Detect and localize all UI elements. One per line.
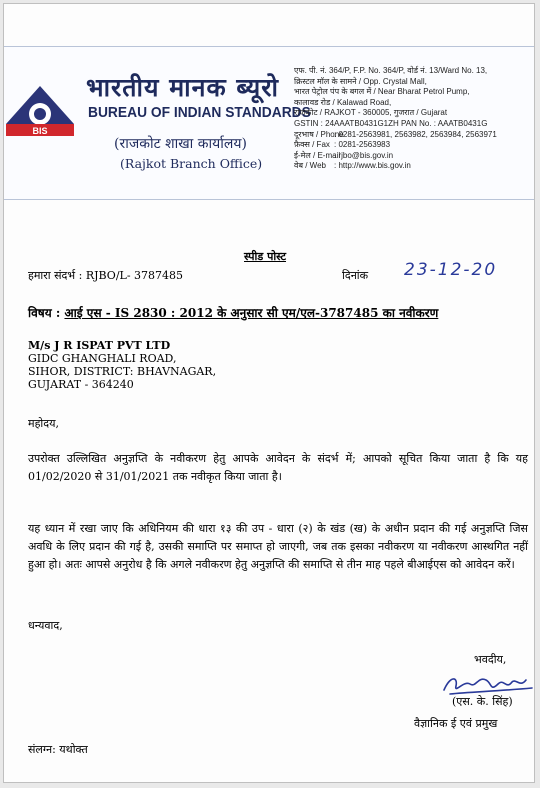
office-name-english: (Rajkot Branch Office)	[120, 156, 263, 171]
date-label: दिनांक	[342, 269, 369, 282]
contact-line: क्रिस्टल मॉल के सामने / Opp. Crystal Mall,	[294, 76, 427, 86]
contact-phone	[294, 130, 535, 141]
phone-label: दूरभाष / Phone	[294, 129, 344, 139]
signatory-designation: वैज्ञानिक ई एवं प्रमुख	[414, 717, 498, 730]
contact-web	[294, 161, 535, 172]
fax-value: : 0281-2563983	[334, 140, 391, 150]
dispatch-mode: स्पीड पोस्ट	[244, 250, 287, 263]
contact-line: GSTIN : 24AAATB0431G1ZH PAN No. : AAATB0431G	[294, 118, 488, 128]
letter-page	[3, 3, 535, 783]
contact-fax	[294, 140, 535, 151]
recipient-address	[28, 339, 216, 391]
address-line: GUJARAT - 364240	[28, 378, 134, 391]
contact-block	[294, 66, 535, 172]
enclosure: संलग्न: यथोक्त	[28, 743, 88, 756]
bis-logo-icon	[4, 84, 76, 146]
thanks: धन्यवाद,	[28, 619, 63, 632]
signatory-name: (एस. के. सिंह)	[452, 695, 513, 708]
body-paragraph-1: उपरोक्त उल्लिखित अनुज्ञप्ति के नवीकरण हेतु आपके आवेदन के संदर्भ में; आपको सूचित किया जाता है कि यह 01/02/2020 से 31/01/2021 तक नवीकृत किया जाता है।	[28, 452, 528, 483]
email-label: ई-मेल / E-mail	[294, 150, 341, 160]
contact-line: राजकोट / RAJKOT - 360005, गुजरात / Gujarat	[294, 108, 448, 118]
reference-number	[28, 268, 183, 283]
logo-text: BIS	[32, 126, 48, 136]
address-line: SIHOR, DISTRICT: BHAVNAGAR,	[28, 365, 217, 378]
salutation: महोदय,	[28, 417, 59, 430]
contact-line: एफ. पी. नं. 364/P, F.P. No. 364/P, वोर्ड नं. 13/Ward No. 13,	[294, 66, 488, 75]
subject-line	[28, 304, 438, 321]
date-value: 23-12-20	[404, 260, 498, 280]
org-name-hindi: भारतीय मानक ब्यूरो	[86, 73, 279, 102]
org-name-english: BUREAU OF INDIAN STANDARDS	[88, 104, 311, 121]
address-line: GIDC GHANGHALI ROAD,	[28, 352, 177, 365]
contact-line: भारत पेट्रोल पंप के बगल में / Near Bharat Petrol Pump,	[294, 87, 470, 97]
reference-value: RJBO/L- 3787485	[85, 269, 184, 282]
recipient-company: M/s J R ISPAT PVT LTD	[28, 339, 171, 352]
web-value[interactable]: : http://www.bis.gov.in	[334, 161, 411, 171]
email-value[interactable]: : rjbo@bis.gov.in	[334, 150, 394, 160]
subject-text: आई एस - IS 2830 : 2012 के अनुसार सी एम/एल-3787485 का नवीकरण	[64, 306, 439, 320]
fax-label: फ़ैक्स / Fax	[294, 140, 330, 150]
web-label: वेब / Web	[294, 161, 326, 171]
reference-label: हमारा संदर्भ :	[28, 269, 86, 282]
body-paragraph-2: यह ध्यान में रखा जाए कि अधिनियम की धारा १३ की उप - धारा (२) के खंड (ख) के अधीन प्रदान की गई अनुज्ञप्ति जिस अवधि के लिए प्रदान की गई है, उसकी समाप्ति पर समाप्त हो जाएगी, जब तक इसका नवीकरण या नवीकरण आस्थगित नहीं हुआ हो। अतः आपसे अनुरोध है कि अगले नवीकरण हेतु अनुज्ञप्ति की समाप्ति से तीन माह पहले बीआईएस को आवेदन करें।	[28, 522, 528, 571]
phone-value: : 0281-2563981, 2563982, 2563984, 2563971	[334, 129, 497, 139]
contact-email	[294, 151, 535, 162]
closing: भवदीय,	[474, 653, 507, 666]
contact-line: कालावड रोड / Kalawad Road,	[294, 97, 392, 107]
office-name-hindi: (राजकोट शाखा कार्यालय)	[114, 136, 247, 152]
subject-label: विषय :	[28, 306, 65, 320]
